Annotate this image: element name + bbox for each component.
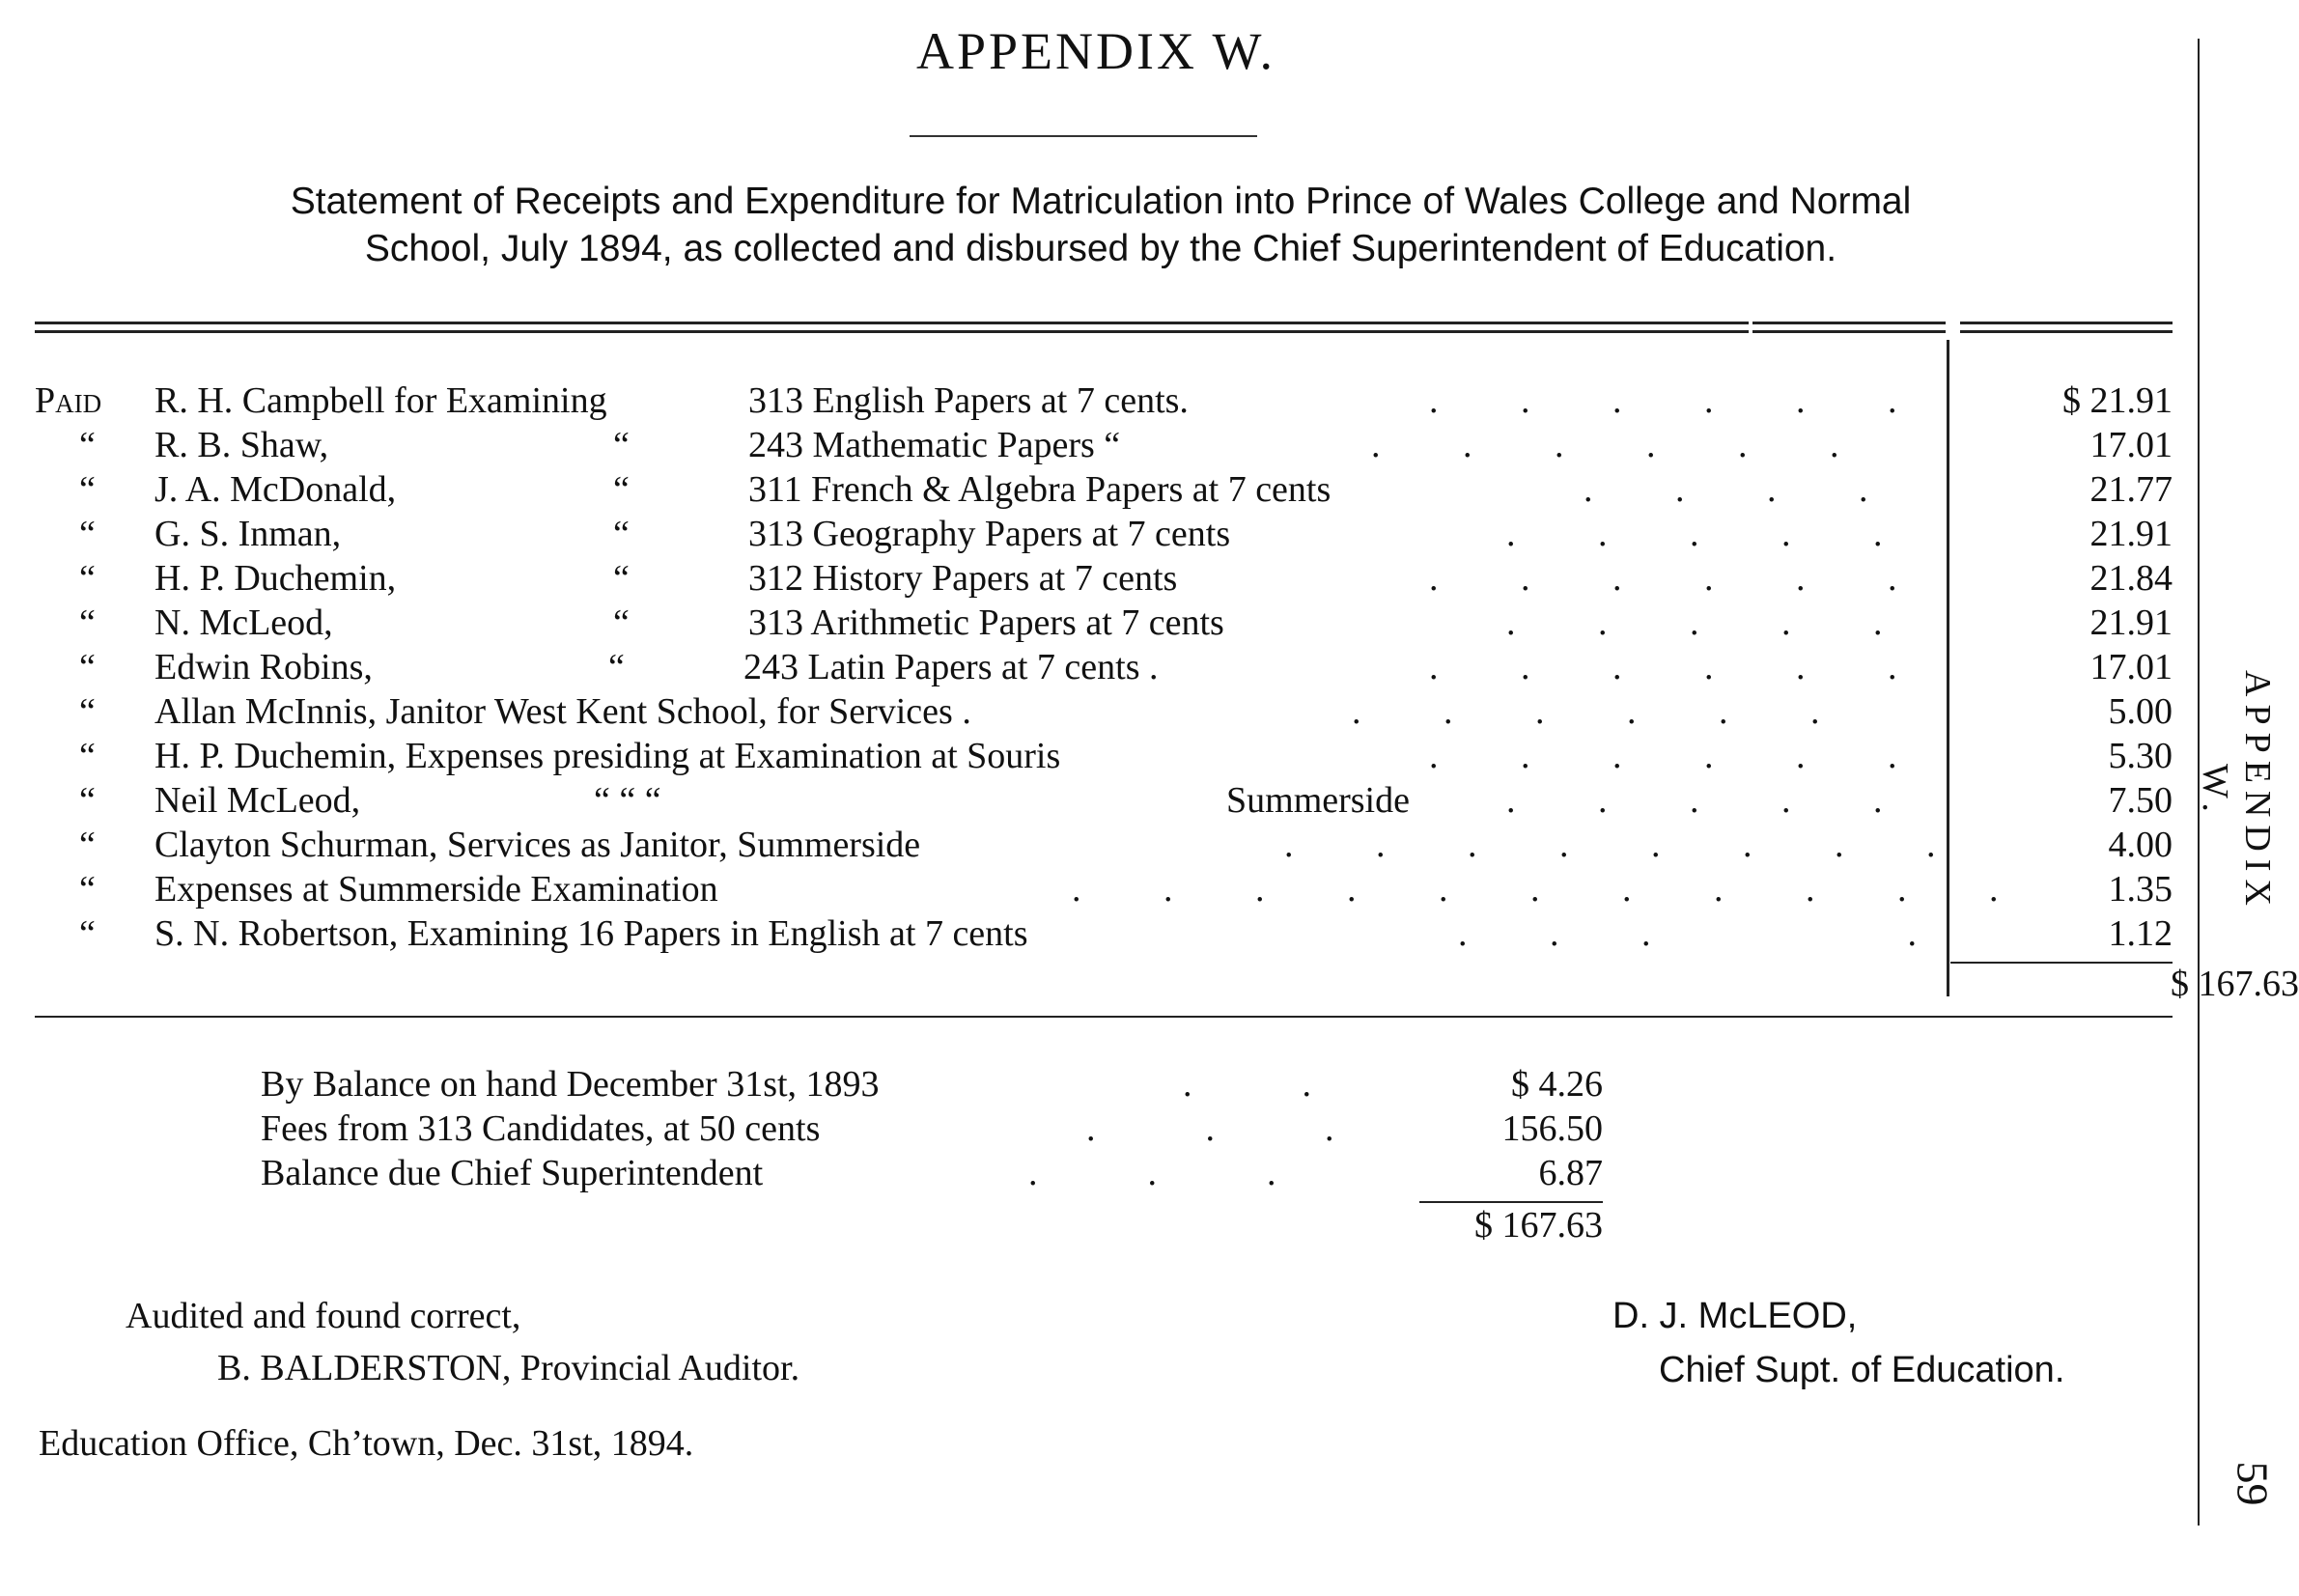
table-top-rule-left	[35, 322, 1749, 333]
receipt-amount: 156.50	[1501, 1108, 1603, 1149]
row-prefix: Paid	[35, 380, 102, 421]
row-purpose: 243 Latin Papers at 7 cents .	[743, 647, 1159, 687]
row-purpose: 313 English Papers at 7 cents.	[748, 380, 1189, 421]
row-leaders: . . . . . .	[1352, 691, 1820, 732]
row-purpose: 311 French & Algebra Papers at 7 cents	[748, 469, 1332, 510]
table-top-rule-mid	[1752, 322, 1946, 333]
row-amount: 1.12	[2108, 913, 2173, 954]
row-leaders: . . .	[1028, 1153, 1276, 1193]
row-purpose: 313 Geography Papers at 7 cents	[748, 514, 1231, 554]
table-top-rule-right	[1960, 322, 2173, 333]
row-prefix: “	[79, 469, 96, 510]
row-leaders: . . . . . .	[1429, 647, 1897, 687]
row-payee: J. A. McDonald,	[154, 469, 397, 510]
table-row	[29, 689, 2173, 734]
row-prefix: “	[79, 825, 96, 865]
row-payee: Edwin Robins,	[154, 647, 373, 687]
running-head: APPENDIX W.	[2195, 670, 2278, 913]
subtitle-line-2: School, July 1894, as collected and disbursed by the Chief Superintendent of Education.	[364, 228, 1837, 269]
table-row	[29, 378, 2173, 423]
row-leaders: . . . . . .	[1429, 380, 1897, 421]
row-prefix: “	[79, 558, 96, 599]
row-payee: Neil McLeod,	[154, 780, 361, 821]
row-prefix: “	[79, 514, 96, 554]
row-payee: H. P. Duchemin, Expenses presiding at Examination at Souris	[154, 736, 1061, 776]
row-purpose: 243 Mathematic Papers “	[748, 425, 1121, 465]
superintendent-title: Chief Supt. of Education.	[1659, 1350, 2065, 1390]
row-prefix: “	[79, 425, 96, 465]
section-divider	[35, 1016, 2173, 1018]
row-prefix: “	[79, 602, 96, 643]
row-amount: 21.91	[2089, 514, 2173, 554]
row-ditto: “	[613, 425, 630, 465]
page-number: 59	[2228, 1461, 2278, 1506]
row-payee: Expenses at Summerside Examination	[154, 869, 718, 910]
row-ditto: “	[613, 469, 630, 510]
row-leaders: . . . .	[1458, 913, 1917, 954]
row-amount: 1.35	[2108, 869, 2173, 910]
row-ditto: “	[613, 514, 630, 554]
table-row	[29, 911, 2173, 956]
row-amount: 21.91	[2089, 602, 2173, 643]
row-leaders: . . . . .	[1506, 514, 1883, 554]
table-row	[261, 1151, 1603, 1195]
auditor-signature: B. BALDERSTON, Provincial Auditor.	[217, 1348, 800, 1388]
row-amount: 5.00	[2108, 691, 2173, 732]
expenditure-total: $ 167.63	[2171, 964, 2299, 1004]
row-leaders: . . . . . . . .	[1284, 825, 1936, 865]
table-row	[29, 734, 2173, 778]
row-leaders: . .	[1183, 1064, 1311, 1105]
row-amount: 17.01	[2089, 647, 2173, 687]
superintendent-name: D. J. McLEOD,	[1612, 1296, 1858, 1336]
table-row	[261, 1106, 1603, 1151]
row-amount: 4.00	[2108, 825, 2173, 865]
row-ditto: “ “ “	[594, 780, 661, 821]
row-amount: 5.30	[2108, 736, 2173, 776]
row-payee: N. McLeod,	[154, 602, 333, 643]
row-payee: S. N. Robertson, Examining 16 Papers in English at 7 cents	[154, 913, 1028, 954]
row-leaders: . . .	[1086, 1108, 1334, 1149]
table-row	[29, 823, 2173, 867]
row-purpose: 312 History Papers at 7 cents	[748, 558, 1178, 599]
row-leaders: . . . .	[1584, 469, 1868, 510]
row-amount: 7.50	[2108, 780, 2173, 821]
audit-line-1: Audited and found correct,	[126, 1296, 521, 1336]
receipt-label: Balance due Chief Superintendent	[261, 1153, 764, 1193]
table-row	[29, 778, 2173, 823]
table-row	[29, 556, 2173, 601]
row-prefix: “	[79, 736, 96, 776]
row-amount: 21.77	[2089, 469, 2173, 510]
office-date-line: Education Office, Ch’town, Dec. 31st, 1894.	[39, 1423, 694, 1464]
row-ditto: “	[613, 558, 630, 599]
row-prefix: “	[79, 691, 96, 732]
page-title: APPENDIX W.	[915, 22, 1276, 80]
row-prefix: “	[79, 780, 96, 821]
row-purpose: 313 Arithmetic Papers at 7 cents	[748, 602, 1224, 643]
row-ditto: “	[608, 647, 625, 687]
row-payee: R. B. Shaw,	[154, 425, 329, 465]
row-payee: Clayton Schurman, Services as Janitor, Summerside	[154, 825, 921, 865]
table-row	[261, 1062, 1603, 1106]
row-leaders: . . . . . .	[1429, 558, 1897, 599]
row-prefix: “	[79, 913, 96, 954]
table-row	[29, 645, 2173, 689]
row-ditto: “	[613, 602, 630, 643]
row-amount: $ 21.91	[2062, 380, 2173, 421]
receipt-label: By Balance on hand December 31st, 1893	[261, 1064, 880, 1105]
statement-subtitle	[29, 178, 2173, 272]
row-prefix: “	[79, 869, 96, 910]
subtitle-line-1: Statement of Receipts and Expenditure for Matriculation into Prince of Wales College and Normal	[290, 181, 1912, 222]
row-payee: H. P. Duchemin,	[154, 558, 397, 599]
receipt-amount: 6.87	[1538, 1153, 1603, 1193]
row-leaders: . . . . . . . . . . .	[1072, 869, 1999, 910]
row-payee: R. H. Campbell for Examining	[154, 380, 607, 421]
row-amount: 21.84	[2089, 558, 2173, 599]
row-amount: 17.01	[2089, 425, 2173, 465]
table-row	[29, 512, 2173, 556]
receipt-amount: $ 4.26	[1511, 1064, 1603, 1105]
row-leaders: . . . . . .	[1371, 425, 1839, 465]
table-row	[29, 423, 2173, 467]
row-leaders: . . . . .	[1506, 602, 1883, 643]
receipt-label: Fees from 313 Candidates, at 50 cents	[261, 1108, 821, 1149]
row-payee: Allan McInnis, Janitor West Kent School, for Services .	[154, 691, 971, 732]
row-purpose: Summerside	[1226, 780, 1410, 821]
row-payee: G. S. Inman,	[154, 514, 342, 554]
title-divider	[910, 135, 1257, 137]
table-row	[29, 867, 2173, 911]
row-leaders: . . . . .	[1506, 780, 1883, 821]
row-leaders: . . . . . .	[1429, 736, 1897, 776]
table-row	[29, 467, 2173, 512]
row-prefix: “	[79, 647, 96, 687]
receipts-total: $ 167.63	[1474, 1205, 1603, 1246]
table-row	[29, 601, 2173, 645]
